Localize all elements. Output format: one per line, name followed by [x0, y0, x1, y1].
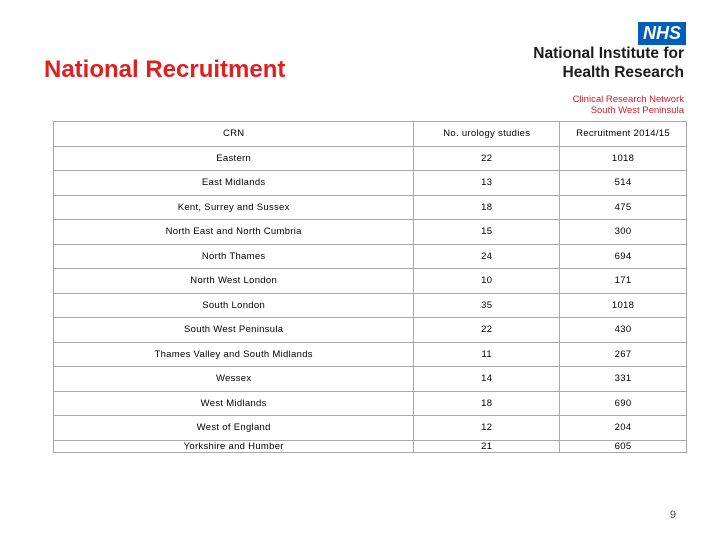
cell-crn: South London — [54, 293, 414, 318]
page-title: National Recruitment — [44, 56, 286, 83]
cell-recruitment: 331 — [560, 367, 687, 392]
table-row — [54, 195, 687, 220]
header-recruitment: Recruitment 2014/15 — [560, 122, 687, 147]
cell-studies: 22 — [414, 318, 560, 343]
cell-studies: 15 — [414, 220, 560, 245]
network-name-line1: Clinical Research Network — [572, 94, 684, 105]
cell-recruitment: 204 — [560, 416, 687, 441]
table-row — [54, 146, 687, 171]
cell-crn: West Midlands — [54, 391, 414, 416]
cell-crn: Wessex — [54, 367, 414, 392]
table-row — [54, 391, 687, 416]
cell-studies: 35 — [414, 293, 560, 318]
table-row — [54, 220, 687, 245]
cell-crn: North West London — [54, 269, 414, 294]
cell-studies: 21 — [414, 440, 560, 452]
cell-crn: West of England — [54, 416, 414, 441]
cell-recruitment: 171 — [560, 269, 687, 294]
cell-recruitment: 1018 — [560, 293, 687, 318]
cell-crn: Thames Valley and South Midlands — [54, 342, 414, 367]
cell-studies: 10 — [414, 269, 560, 294]
cell-crn: Yorkshire and Humber — [54, 440, 414, 452]
header-crn: CRN — [54, 122, 414, 147]
table-row — [54, 269, 687, 294]
cell-studies: 13 — [414, 171, 560, 196]
cell-recruitment: 605 — [560, 440, 687, 452]
cell-recruitment: 430 — [560, 318, 687, 343]
cell-recruitment: 475 — [560, 195, 687, 220]
table-row — [54, 244, 687, 269]
cell-studies: 18 — [414, 195, 560, 220]
cell-crn: South West Peninsula — [54, 318, 414, 343]
header-studies: No. urology studies — [414, 122, 560, 147]
nhs-logo: NHS — [638, 22, 686, 45]
cell-studies: 18 — [414, 391, 560, 416]
network-name — [573, 94, 684, 116]
cell-recruitment: 690 — [560, 391, 687, 416]
cell-studies: 24 — [414, 244, 560, 269]
cell-recruitment: 267 — [560, 342, 687, 367]
cell-recruitment: 694 — [560, 244, 687, 269]
table-row — [54, 367, 687, 392]
cell-recruitment: 300 — [560, 220, 687, 245]
table-header-row — [54, 122, 687, 147]
cell-studies: 14 — [414, 367, 560, 392]
cell-studies: 22 — [414, 146, 560, 171]
org-name — [533, 44, 684, 82]
cell-crn: East Midlands — [54, 171, 414, 196]
cell-crn: Kent, Surrey and Sussex — [54, 195, 414, 220]
recruitment-table — [53, 121, 687, 453]
cell-studies: 12 — [414, 416, 560, 441]
cell-recruitment: 514 — [560, 171, 687, 196]
table-row — [54, 171, 687, 196]
page-number: 9 — [669, 509, 676, 521]
org-name-line2: Health Research — [562, 64, 684, 81]
table-row — [54, 318, 687, 343]
cell-recruitment: 1018 — [560, 146, 687, 171]
cell-studies: 11 — [414, 342, 560, 367]
cell-crn: Eastern — [54, 146, 414, 171]
cell-crn: North Thames — [54, 244, 414, 269]
table-row — [54, 342, 687, 367]
network-name-line2: South West Peninsula — [590, 105, 684, 116]
table-row — [54, 416, 687, 441]
table-row — [54, 293, 687, 318]
table-row — [54, 440, 687, 452]
cell-crn: North East and North Cumbria — [54, 220, 414, 245]
org-name-line1: National Institute for — [533, 45, 684, 62]
